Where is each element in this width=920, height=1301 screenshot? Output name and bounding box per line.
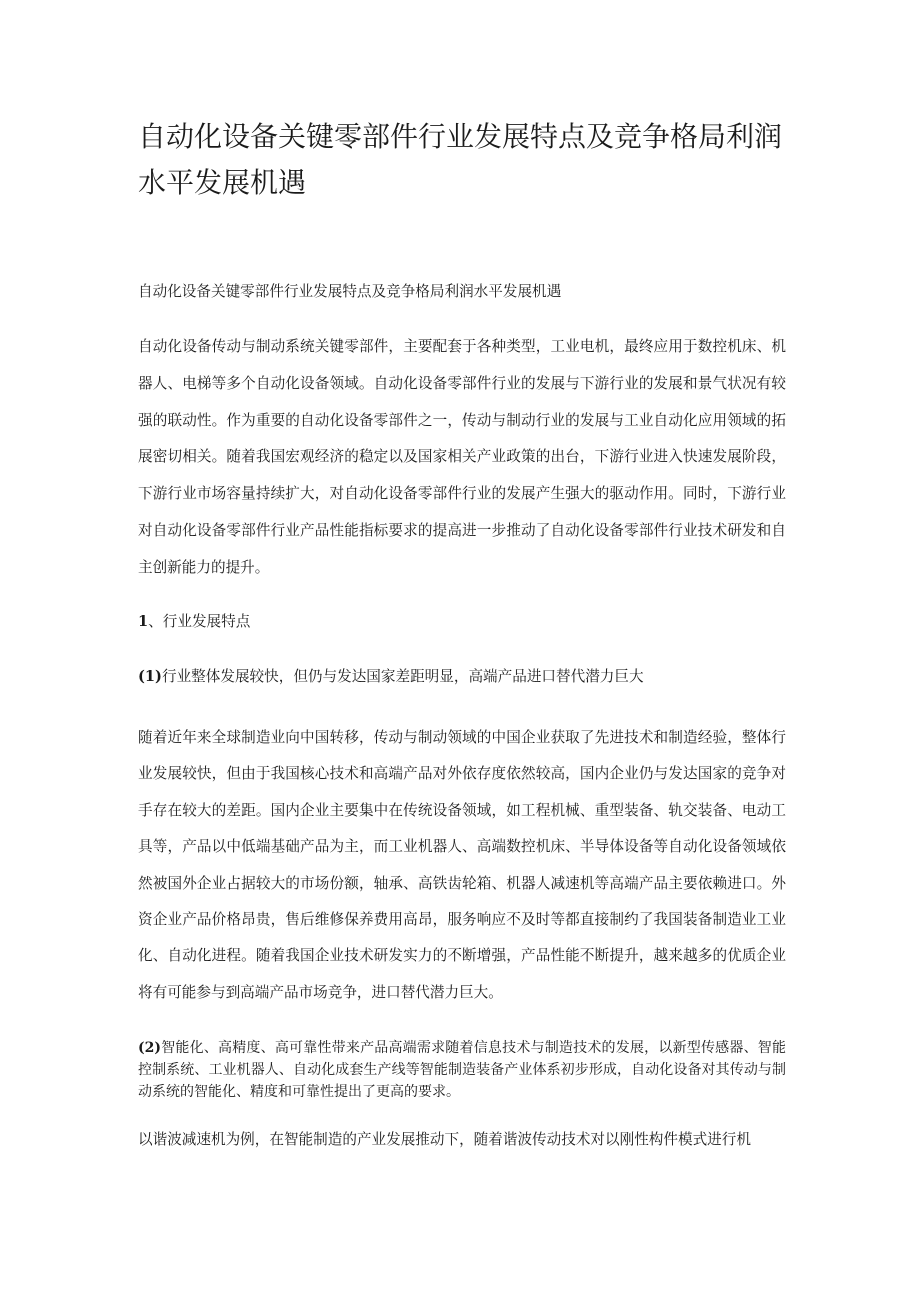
paragraph-harmonic-reducer: 以谐波减速机为例，在智能制造的产业发展推动下，随着谐波传动技术对以刚性构件模式进行机 xyxy=(138,1131,751,1148)
subsection-number: (1) xyxy=(138,668,162,685)
paragraph-development: 随着近年来全球制造业向中国转移，传动与制动领域的中国企业获取了先进技术和制造经验，整体行业发展较快，但由于我国核心技术和高端产品对外依存度依然较高，国内企业仍与发达国家的竞争对手存在较大的差距。国内企业主要集中在传统设备领域，如工程机械、重型装备、轨交装备、电动工具等，产品以中低端基础产品为主，而工业机器人、高端数控机床、半导体设备等自动化设备领域依然被国外企业占据较大的市场份额，轴承、高铁齿轮箱、机器人减速机等高端产品主要依赖进口。外资企业产品价格昂贵，售后维修保养费用高昂，服务响应不及时等都直接制约了我国装备制造业工业化、自动化进程。随着我国企业技术研发实力的不断增强，产品性能不断提升，越来越多的优质企业将有可能参与到高端产品市场竞争，进口替代潜力巨大。 xyxy=(138,729,786,1001)
section-number: 1 xyxy=(138,613,149,630)
document-title: 自动化设备关键零部件行业发展特点及竞争格局利润水平发展机遇 xyxy=(138,120,783,199)
section-heading-text: 、行业发展特点 xyxy=(148,613,251,630)
section-heading-1 xyxy=(138,610,786,634)
subsection-number: (2) xyxy=(138,1040,161,1056)
subsection-heading-2 xyxy=(138,1037,786,1103)
paragraph-intro: 自动化设备传动与制动系统关键零部件，主要配套于各种类型，工业电机，最终应用于数控机床、机器人、电梯等多个自动化设备领域。自动化设备零部件行业的发展与下游行业的发展和景气状况有较强的联动性。作为重要的自动化设备零部件之一，传动与制动行业的发展与工业自动化应用领域的拓展密切相关。随着我国宏观经济的稳定以及国家相关产业政策的出台，下游行业进入快速发展阶段，下游行业市场容量持续扩大，对自动化设备零部件行业的发展产生强大的驱动作用。同时，下游行业对自动化设备零部件行业产品性能指标要求的提高进一步推动了自动化设备零部件行业技术研发和自主创新能力的提升。 xyxy=(138,338,786,576)
subsection-heading-1 xyxy=(138,665,786,689)
document-subtitle: 自动化设备关键零部件行业发展特点及竞争格局利润水平发展机遇 xyxy=(138,283,562,300)
subsection-heading-text: 行业整体发展较快，但仍与发达国家差距明显，高端产品进口替代潜力巨大 xyxy=(161,668,644,685)
subsection-heading-text: 智能化、高精度、高可靠性带来产品高端需求随着信息技术与制造技术的发展，以新型传感器、智能控制系统、工业机器人、自动化成套生产线等智能制造装备产业体系初步形成，自动化设备对其传动与制动系统的智能化、精度和可靠性提出了更高的要求。 xyxy=(138,1040,786,1100)
